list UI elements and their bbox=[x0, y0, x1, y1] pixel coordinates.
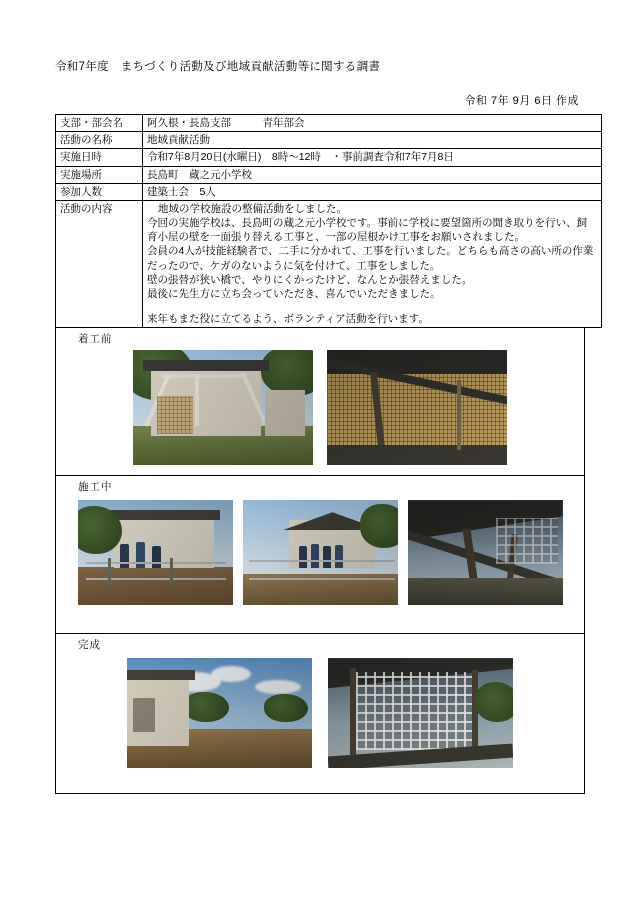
photo-before-1 bbox=[133, 350, 313, 465]
row-label-content: 活動の内容 bbox=[56, 200, 143, 327]
table-row bbox=[56, 132, 602, 149]
content-paragraph-7: 来年もまた役に立てるよう、ボランティア活動を行います。 bbox=[147, 313, 429, 326]
table-row bbox=[56, 183, 602, 200]
content-paragraph-5: 最後に先生方に立ち会っていただき、喜んでいただきました。 bbox=[147, 287, 441, 300]
section-label-during: 施工中 bbox=[78, 481, 113, 494]
document-date: 令和 7年 9月 6日 作成 bbox=[464, 95, 579, 107]
row-value-content bbox=[143, 200, 602, 327]
photo-section-during bbox=[55, 476, 585, 634]
row-value-participants: 建築士会 5人 bbox=[143, 183, 602, 200]
row-label-datetime: 実施日時 bbox=[56, 149, 143, 166]
photo-after-2 bbox=[328, 658, 513, 768]
row-value-datetime: 令和7年8月20日(水曜日) 8時～12時 ・事前調査令和7年7月8日 bbox=[143, 149, 602, 166]
row-label-activity-name: 活動の名称 bbox=[56, 132, 143, 149]
report-sheet bbox=[55, 58, 594, 794]
photo-after-1 bbox=[127, 658, 312, 768]
photo-during-2 bbox=[243, 500, 398, 605]
photo-section-before bbox=[55, 328, 585, 476]
report-table bbox=[55, 114, 602, 328]
photo-during-1 bbox=[78, 500, 233, 605]
row-label-branch: 支部・部会名 bbox=[56, 115, 143, 132]
content-paragraph-3: 会員の4人が技能経験者で、二手に分かれて、工事を行いました。どちらも高さの高い所の作業だったので、ケガのないように気を付けて、工事をしました。 bbox=[147, 245, 594, 272]
content-paragraph-2: 今回の実施学校は、長島町の蔵之元小学校です。事前に学校に要望箇所の聞き取りを行い、飼育小屋の壁を一面張り替える工事と、一部の屋根かけ工事をお願いされました。 bbox=[147, 217, 588, 244]
content-paragraph-1: 地域の学校施設の整備活動をしました。 bbox=[158, 202, 347, 215]
photo-before-2 bbox=[327, 350, 507, 465]
row-value-activity-name: 地域貢献活動 bbox=[143, 132, 602, 149]
content-paragraph-6 bbox=[147, 301, 597, 312]
row-label-participants: 参加人数 bbox=[56, 183, 143, 200]
row-label-place: 実施場所 bbox=[56, 166, 143, 183]
section-label-before: 着工前 bbox=[78, 333, 113, 346]
table-row bbox=[56, 149, 602, 166]
table-row bbox=[56, 115, 602, 132]
section-label-after: 完成 bbox=[78, 639, 101, 652]
row-value-place: 長島町 蔵之元小学校 bbox=[143, 166, 602, 183]
table-row-content bbox=[56, 200, 602, 327]
photo-section-after bbox=[55, 634, 585, 794]
row-value-branch: 阿久根・長島支部 青年部会 bbox=[143, 115, 602, 132]
photo-during-3 bbox=[408, 500, 563, 605]
table-row bbox=[56, 166, 602, 183]
content-paragraph-4: 壁の張替が狭い橋で、やりにくかったけど、なんとか張替えました。 bbox=[147, 273, 473, 286]
page-title: 令和7年度 まちづくり活動及び地域貢献活動等に関する調書 bbox=[55, 61, 381, 73]
